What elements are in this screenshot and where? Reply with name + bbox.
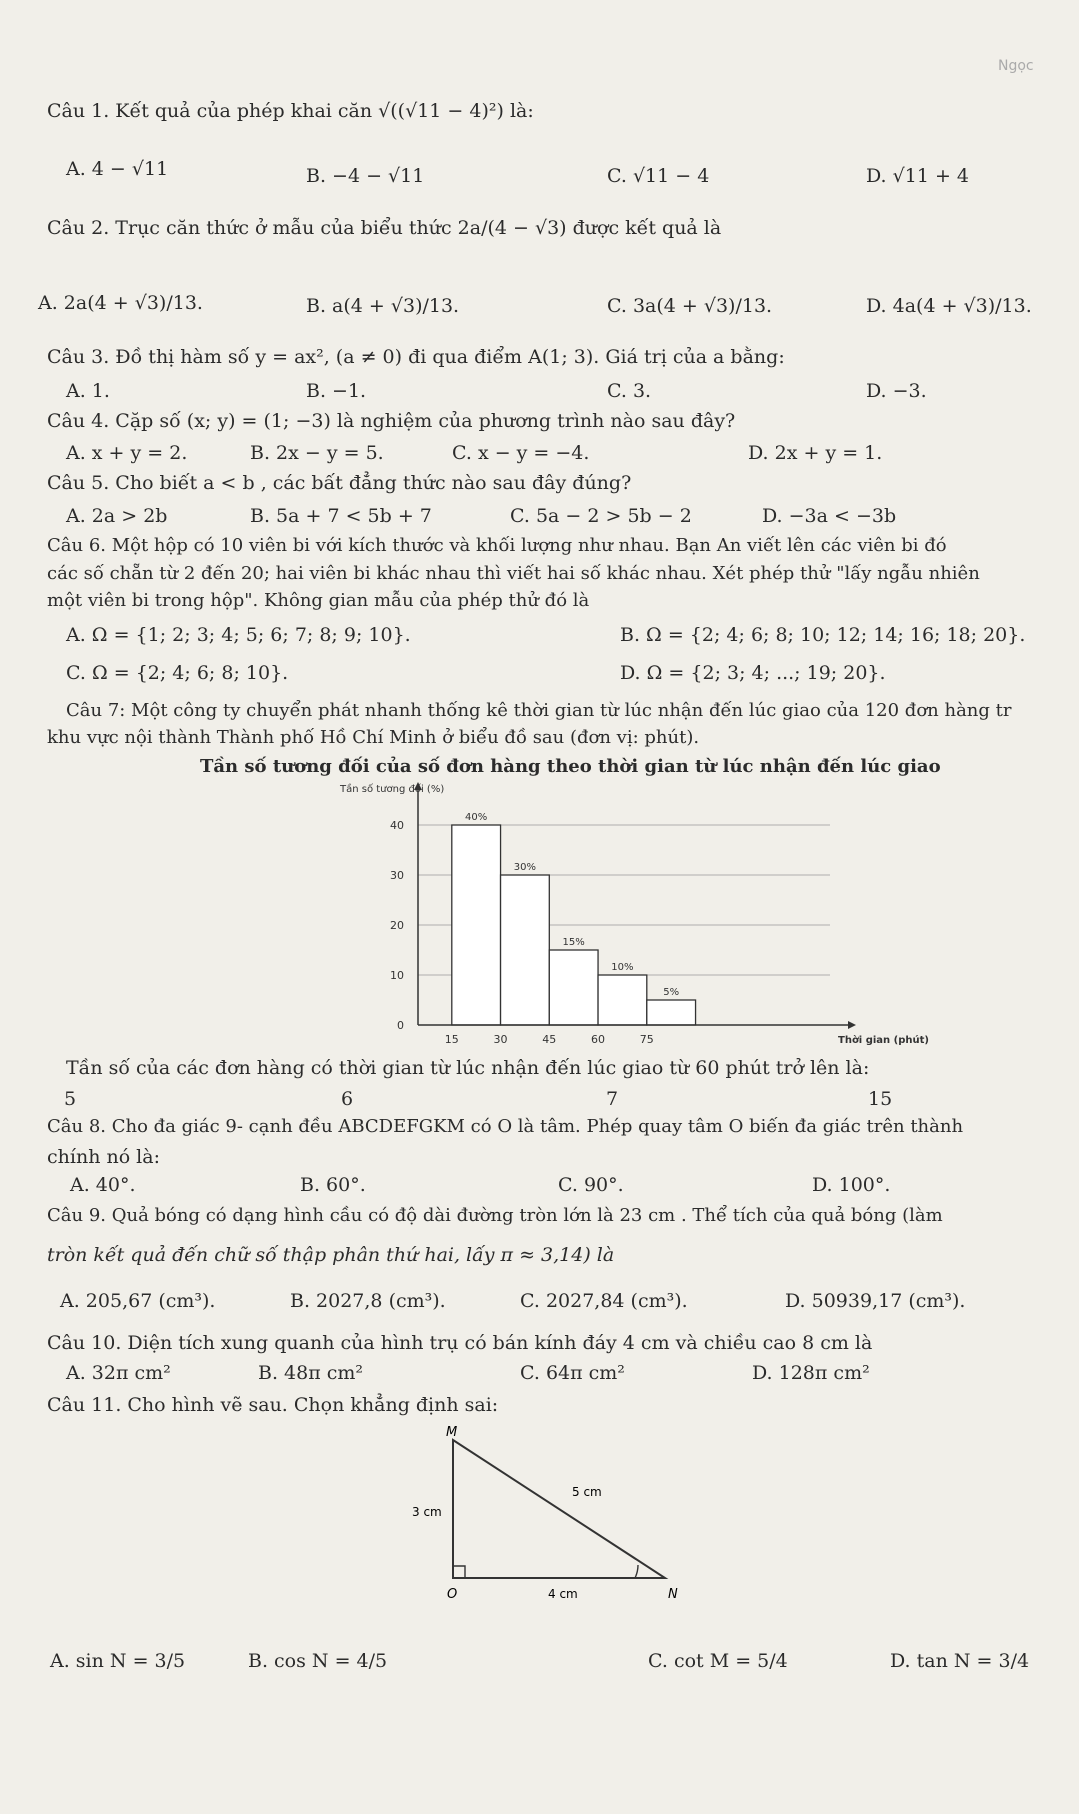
bar-label-0: 40%	[465, 812, 488, 823]
q8-stem-line1: Câu 8. Cho đa giác 9- cạnh đều ABCDEFGKM có O là tâm. Phép quay tâm O biến đa giác trên thành	[47, 1116, 964, 1137]
q9-stem-line2: tròn kết quả đến chữ số thập phân thứ hai, lấy π ≈ 3,14) là	[47, 1244, 615, 1266]
q9-stem-line1: Câu 9. Quả bóng có dạng hình cầu có độ dài đường tròn lớn là 23 cm . Thể tích của quả bóng (làm	[47, 1205, 943, 1226]
bar-0	[452, 825, 501, 1025]
bar-label-1: 30%	[513, 862, 537, 873]
vertex-m-label: M	[446, 1425, 458, 1440]
q7-option-a: 5	[64, 1088, 77, 1110]
q7-stem-line1: Câu 7: Một công ty chuyển phát nhanh thống kê thời gian từ lúc nhận đến lúc giao của 120 đơn hàng tr	[66, 700, 1012, 721]
x-axis-arrow	[848, 1021, 856, 1029]
q6-option-a: A. Ω = {1; 2; 3; 4; 5; 6; 7; 8; 9; 10}.	[66, 624, 411, 646]
q3-stem: Câu 3. Đồ thị hàm số y = ax², (a ≠ 0) đi qua điểm A(1; 3). Giá trị của a bằng:	[47, 346, 785, 368]
q5-option-c: C. 5a − 2 > 5b − 2	[510, 505, 692, 527]
q11-option-b: B. cos N = 4/5	[248, 1650, 388, 1672]
q11-option-c: C. cot M = 5/4	[648, 1650, 788, 1672]
q7-question: Tần số của các đơn hàng có thời gian từ lúc nhận đến lúc giao từ 60 phút trở lên là:	[66, 1057, 870, 1079]
q3-option-d: D. −3.	[866, 380, 927, 402]
y-tick-label-3: 30	[390, 869, 404, 882]
q3-option-a: A. 1.	[66, 380, 110, 402]
q11-option-d: D. tan N = 3/4	[890, 1650, 1030, 1672]
q3-option-c: C. 3.	[607, 380, 652, 402]
q5-option-b: B. 5a + 7 < 5b + 7	[250, 505, 432, 527]
q10-option-b: B. 48π cm²	[258, 1362, 364, 1384]
q4-option-a: A. x + y = 2.	[66, 442, 188, 464]
bar-label-3: 10%	[611, 962, 634, 973]
q2-option-d: D. 4a(4 + √3)/13.	[866, 295, 1032, 317]
q5-stem: Câu 5. Cho biết a < b , các bất đẳng thức nào sau đây đúng?	[47, 472, 632, 494]
q9-option-d: D. 50939,17 (cm³).	[785, 1290, 966, 1312]
q2-option-a: A. 2a(4 + √3)/13.	[38, 292, 203, 314]
q2-option-c: C. 3a(4 + √3)/13.	[607, 295, 773, 317]
q9-option-a: A. 205,67 (cm³).	[60, 1290, 216, 1312]
q2-stem: Câu 2. Trục căn thức ở mẫu của biểu thức 2a/(4 − √3) được kết quả là	[47, 217, 722, 239]
q8-option-b: B. 60°.	[300, 1174, 366, 1196]
x-tick-label-1: 30	[493, 1033, 508, 1046]
y-tick-label-1: 10	[390, 969, 404, 982]
bar-label-2: 15%	[562, 937, 585, 948]
bar-1	[501, 875, 550, 1025]
side-on-label: 4 cm	[548, 1587, 578, 1601]
vertex-o-label: O	[447, 1587, 458, 1602]
side-mn-label: 5 cm	[572, 1485, 602, 1499]
x-tick-label-3: 60	[591, 1033, 606, 1046]
y-tick-label-2: 20	[390, 919, 404, 932]
q7-option-b: 6	[341, 1088, 354, 1110]
q1-stem: Câu 1. Kết quả của phép khai căn √((√11 − 4)²) là:	[47, 100, 534, 122]
right-triangle-figure	[410, 1420, 700, 1620]
q10-stem: Câu 10. Diện tích xung quanh của hình trụ có bán kính đáy 4 cm và chiều cao 8 cm là	[47, 1332, 873, 1354]
q4-stem: Câu 4. Cặp số (x; y) = (1; −3) là nghiệm của phương trình nào sau đây?	[47, 410, 736, 432]
q11-stem: Câu 11. Cho hình vẽ sau. Chọn khẳng định sai:	[47, 1394, 499, 1416]
q1-option-b: B. −4 − √11	[306, 165, 425, 187]
bar-3	[598, 975, 647, 1025]
q7-option-c: 7	[606, 1088, 619, 1110]
x-axis-label: Thời gian (phút)	[838, 1035, 929, 1046]
q7-option-d: 15	[868, 1088, 893, 1110]
bar-label-4: 5%	[663, 987, 680, 998]
q6-option-b: B. Ω = {2; 4; 6; 8; 10; 12; 14; 16; 18; 20}.	[620, 624, 1026, 646]
q5-option-d: D. −3a < −3b	[762, 505, 897, 527]
q7-stem-line2: khu vực nội thành Thành phố Hồ Chí Minh ở biểu đồ sau (đơn vị: phút).	[47, 727, 700, 748]
q2-option-b: B. a(4 + √3)/13.	[306, 295, 460, 317]
q11-option-a: A. sin N = 3/5	[50, 1650, 186, 1672]
q5-option-a: A. 2a > 2b	[66, 505, 168, 527]
handwritten-mark: Ngọc	[998, 58, 1034, 74]
q7-chart-title: Tần số tương đối của số đơn hàng theo thời gian từ lúc nhận đến lúc giao	[200, 756, 941, 777]
x-tick-label-2: 45	[542, 1033, 557, 1046]
q1-option-c: C. √11 − 4	[607, 165, 710, 187]
q8-option-a: A. 40°.	[70, 1174, 136, 1196]
side-mo-label: 3 cm	[412, 1505, 442, 1519]
q4-option-d: D. 2x + y = 1.	[748, 442, 883, 464]
q10-option-a: A. 32π cm²	[66, 1362, 171, 1384]
q10-option-d: D. 128π cm²	[752, 1362, 870, 1384]
q9-option-b: B. 2027,8 (cm³).	[290, 1290, 446, 1312]
y-tick-label-4: 40	[390, 819, 404, 832]
q8-stem-line2: chính nó là:	[47, 1146, 160, 1168]
q3-option-b: B. −1.	[306, 380, 367, 402]
x-tick-label-4: 75	[639, 1033, 654, 1046]
q9-option-c: C. 2027,84 (cm³).	[520, 1290, 688, 1312]
x-tick-label-0: 15	[444, 1033, 459, 1046]
y-axis-label: Tần số tương đối (%)	[340, 784, 445, 795]
q10-option-c: C. 64π cm²	[520, 1362, 625, 1384]
q6-stem-line1: Câu 6. Một hộp có 10 viên bi với kích thước và khối lượng như nhau. Bạn An viết lên các viên bi đó	[47, 535, 947, 556]
q8-option-c: C. 90°.	[558, 1174, 624, 1196]
q4-option-c: C. x − y = −4.	[452, 442, 590, 464]
relative-frequency-chart	[290, 780, 930, 1060]
q6-stem-line3: một viên bi trong hộp". Không gian mẫu của phép thử đó là	[47, 590, 590, 611]
q1-option-d: D. √11 + 4	[866, 165, 970, 187]
q1-option-a: A. 4 − √11	[66, 158, 169, 180]
q6-option-c: C. Ω = {2; 4; 6; 8; 10}.	[66, 662, 289, 684]
q6-option-d: D. Ω = {2; 3; 4; ...; 19; 20}.	[620, 662, 886, 684]
q4-option-b: B. 2x − y = 5.	[250, 442, 384, 464]
q8-option-d: D. 100°.	[812, 1174, 891, 1196]
q6-stem-line2: các số chẵn từ 2 đến 20; hai viên bi khác nhau thì viết hai số khác nhau. Xét phép thử "lấy ngẫu nhiên	[47, 563, 980, 584]
vertex-n-label: N	[668, 1587, 678, 1602]
bar-4	[647, 1000, 696, 1025]
bar-2	[549, 950, 598, 1025]
y-tick-label-0: 0	[397, 1019, 404, 1032]
